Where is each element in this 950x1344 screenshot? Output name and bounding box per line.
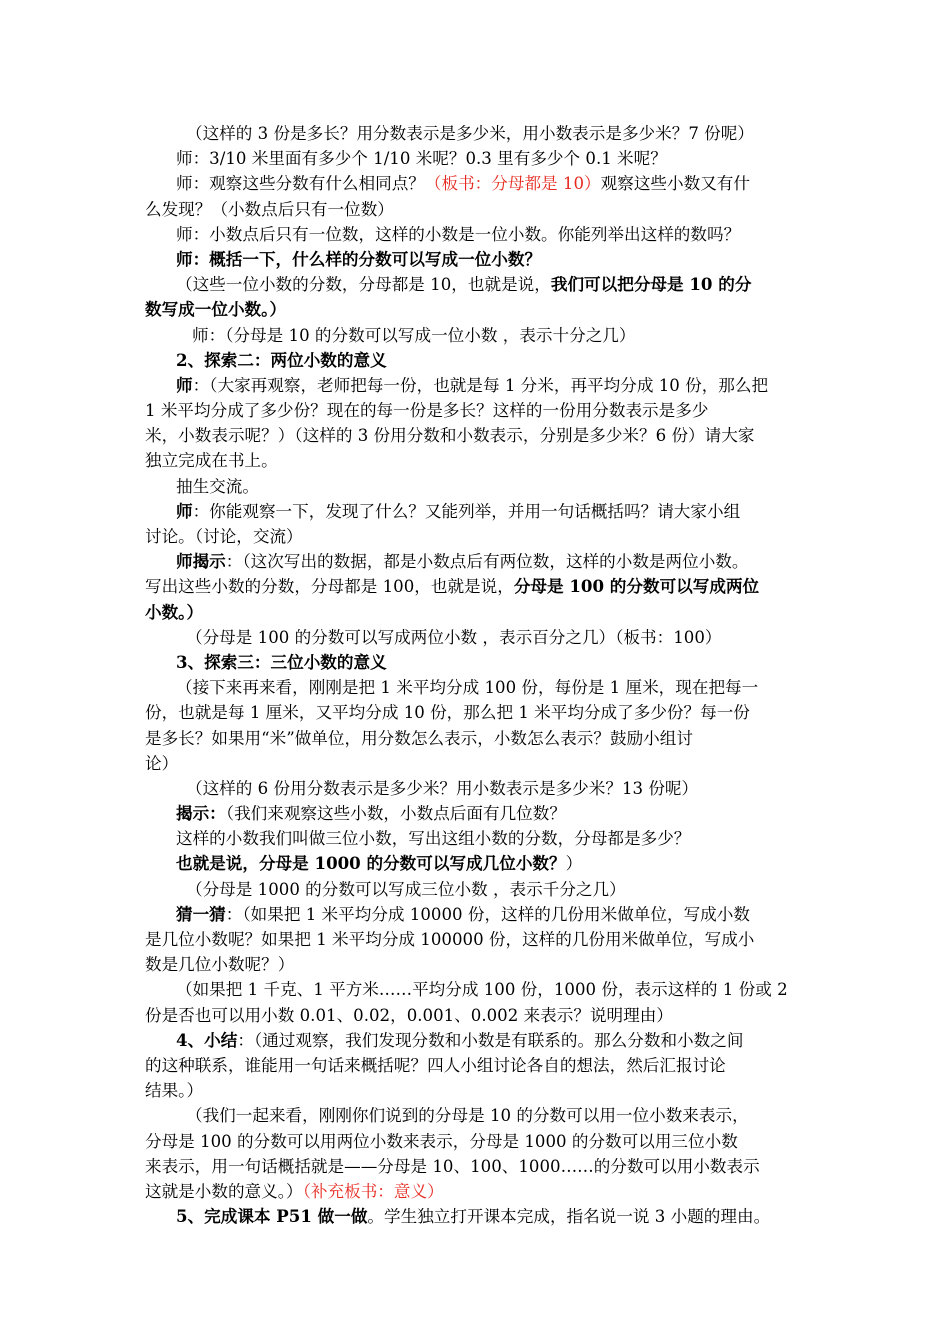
text-segment: （板书：分母都是 10）	[424, 174, 601, 194]
text-line	[143, 146, 823, 171]
text-line	[143, 197, 823, 222]
text-segment: 2、探索二：两位小数的意义	[176, 349, 387, 370]
text-line	[143, 121, 823, 146]
text-segment: 写出这些小数的分数，分母都是 100，也就是说，	[145, 577, 514, 597]
text-line	[143, 952, 823, 977]
text-line	[143, 272, 823, 297]
text-segment: ：你能观察一下，发现了什么？又能列举，并用一句话概括吗？请大家小组	[192, 501, 741, 521]
text-line	[143, 323, 823, 348]
text-segment: 师	[176, 500, 193, 521]
text-line	[143, 927, 823, 952]
text-line	[143, 423, 823, 448]
text-line	[143, 776, 823, 801]
text-segment: 4、小结	[176, 1029, 238, 1050]
text-line	[143, 851, 823, 876]
text-line	[143, 600, 823, 625]
text-line	[143, 625, 823, 650]
text-segment: （这样的 3 份是多长？用分数表示是多少米，用小数表示是多少米？7 份呢）	[186, 124, 754, 143]
text-line	[143, 474, 823, 499]
text-line	[143, 549, 823, 574]
text-segment: 分母是 100 的分数可以写成两位	[513, 576, 760, 597]
text-segment: 数是几位小数呢？）	[145, 955, 295, 975]
text-line	[143, 902, 823, 927]
text-segment: 分母是 100 的分数可以用两位小数来表示，分母是 1000 的分数可以用三位小数	[145, 1131, 738, 1151]
text-segment: 师：概括一下，什么样的分数可以写成一位小数？	[176, 248, 542, 269]
text-segment: （我们一起来看，刚刚你们说到的分母是 10 的分数可以用一位小数来表示，	[186, 1106, 749, 1126]
text-segment: （如果把 1 千克、1 平方米……平均分成 100 份，1000 份，表示这样的 1 份或 2	[176, 980, 788, 1000]
text-line	[143, 801, 823, 826]
text-line	[143, 977, 823, 1002]
text-line	[143, 348, 823, 373]
text-segment: 小数。）	[145, 601, 204, 622]
text-segment: 论）	[145, 753, 179, 773]
text-line	[143, 171, 823, 196]
text-segment: 师：小数点后只有一位数，这样的小数是一位小数。你能列举出这样的数吗？	[176, 224, 741, 244]
text-segment: 的这种联系，谁能用一句话来概括呢？四人小组讨论各自的想法，然后汇报讨论	[145, 1055, 726, 1075]
text-line	[143, 726, 823, 751]
text-segment: 是几位小数呢？如果把 1 米平均分成 100000 份，这样的几份用米做单位，写成小	[145, 930, 755, 949]
text-line	[143, 675, 823, 700]
text-line	[143, 373, 823, 398]
text-line	[143, 1053, 823, 1078]
text-line	[143, 574, 823, 599]
text-line	[143, 1129, 823, 1154]
text-segment: 米，小数表示呢？）（这样的 3 份用分数和小数表示，分别是多少米？6 份）请大家	[145, 426, 755, 446]
text-line	[143, 1103, 823, 1128]
text-segment: ：（这次写出的数据，都是小数点后有两位数，这样的小数是两位小数。	[225, 552, 749, 572]
text-segment: 么发现？（小数点后只有一位数）	[145, 199, 394, 219]
text-segment: 份是否也可以用小数 0.01、0.02，0.001、0.002 来表示？说明理由）	[145, 1005, 673, 1025]
text-line	[143, 700, 823, 725]
text-line	[143, 222, 823, 247]
text-line	[143, 524, 823, 549]
text-segment: （分母是 100 的分数可以写成两位小数 ，表示百分之几）（板书：100）	[186, 627, 722, 647]
text-line	[143, 751, 823, 776]
text-line	[143, 1003, 823, 1028]
text-segment: 3、探索三：三位小数的意义	[176, 651, 387, 672]
text-segment: 是多长？如果用“米”做单位，用分数怎么表示，小数怎么表示？鼓励小组讨	[145, 728, 693, 748]
text-segment: 这样的小数我们叫做三位小数，写出这组小数的分数，分母都是多少？	[176, 829, 691, 849]
text-segment: 师：3/10 米里面有多少个 1/10 米呢？0.3 里有多少个 0.1 米呢？	[176, 149, 667, 169]
text-segment: （接下来再来看，刚刚是把 1 米平均分成 100 份，每份是 1 厘米，现在把每一	[176, 678, 759, 698]
text-segment: 抽生交流。	[176, 476, 259, 496]
text-line	[143, 877, 823, 902]
text-line	[143, 297, 823, 322]
text-segment: 。学生独立打开课本完成，指名说一说 3 小题的理由。	[367, 1207, 771, 1227]
text-segment: 来表示，用一句话概括就是——分母是 10、100、1000……的分数可以用小数表示	[145, 1156, 760, 1176]
text-segment: 份，也就是每 1 厘米，又平均分成 10 份，那么把 1 米平均分成了多少份？每一份	[145, 703, 750, 723]
text-segment: ：（如果把 1 米平均分成 10000 份，这样的几份用米做单位，写成小数	[225, 904, 750, 924]
text-segment: 我们可以把分母是 10 的分	[550, 274, 752, 295]
text-segment: 数写成一位小数。）	[145, 299, 287, 320]
text-segment: ）	[565, 854, 583, 874]
text-segment: 这就是小数的意义。）	[145, 1181, 303, 1201]
text-segment: 揭示：	[176, 803, 226, 824]
text-segment: 5、完成课本 P51 做一做	[176, 1206, 368, 1227]
text-segment: 猜一猜	[176, 903, 226, 924]
text-line	[143, 1078, 823, 1103]
text-segment: （我们来观察这些小数，小数点后面有几位数？	[225, 804, 566, 824]
text-segment: 结果。）	[145, 1081, 204, 1101]
text-segment: 师揭示	[176, 551, 226, 572]
text-segment: 师：观察这些分数有什么相同点？	[176, 174, 425, 194]
text-segment: 观察这些小数又有什	[600, 174, 750, 194]
text-line	[143, 826, 823, 851]
text-line	[143, 1154, 823, 1179]
text-segment: 也就是说，分母是 1000 的分数可以写成几位小数？	[176, 853, 566, 874]
text-line	[143, 499, 823, 524]
text-segment: （这样的 6 份用分数表示是多少米？用小数表示是多少米？13 份呢）	[186, 778, 699, 798]
text-line	[143, 650, 823, 675]
text-segment: ：（通过观察，我们发现分数和小数是有联系的。那么分数和小数之间	[237, 1030, 744, 1050]
text-segment: 师：（分母是 10 的分数可以写成一位小数 ，表示十分之几）	[192, 325, 636, 345]
text-segment: ：（大家再观察，老师把每一份，也就是每 1 分米，再平均分成 10 份，那么把	[192, 375, 769, 395]
text-line	[143, 448, 823, 473]
text-line	[143, 247, 823, 272]
text-segment: （补充板书：意义）	[302, 1181, 444, 1201]
text-segment: 1 米平均分成了多少份？现在的每一份是多长？这样的一份用分数表示是多少	[145, 401, 709, 421]
text-segment: （分母是 1000 的分数可以写成三位小数 ，表示千分之几）	[186, 879, 626, 899]
text-line	[143, 1204, 823, 1229]
text-segment: 师	[176, 374, 193, 395]
text-segment: （这些一位小数的分数，分母都是 10，也就是说，	[176, 275, 551, 295]
text-segment: 独立完成在书上。	[145, 451, 278, 471]
text-line	[143, 1028, 823, 1053]
text-line	[143, 398, 823, 423]
document-body	[143, 121, 823, 1229]
text-line	[143, 1179, 823, 1204]
text-segment: 讨论。（讨论，交流）	[145, 527, 303, 546]
